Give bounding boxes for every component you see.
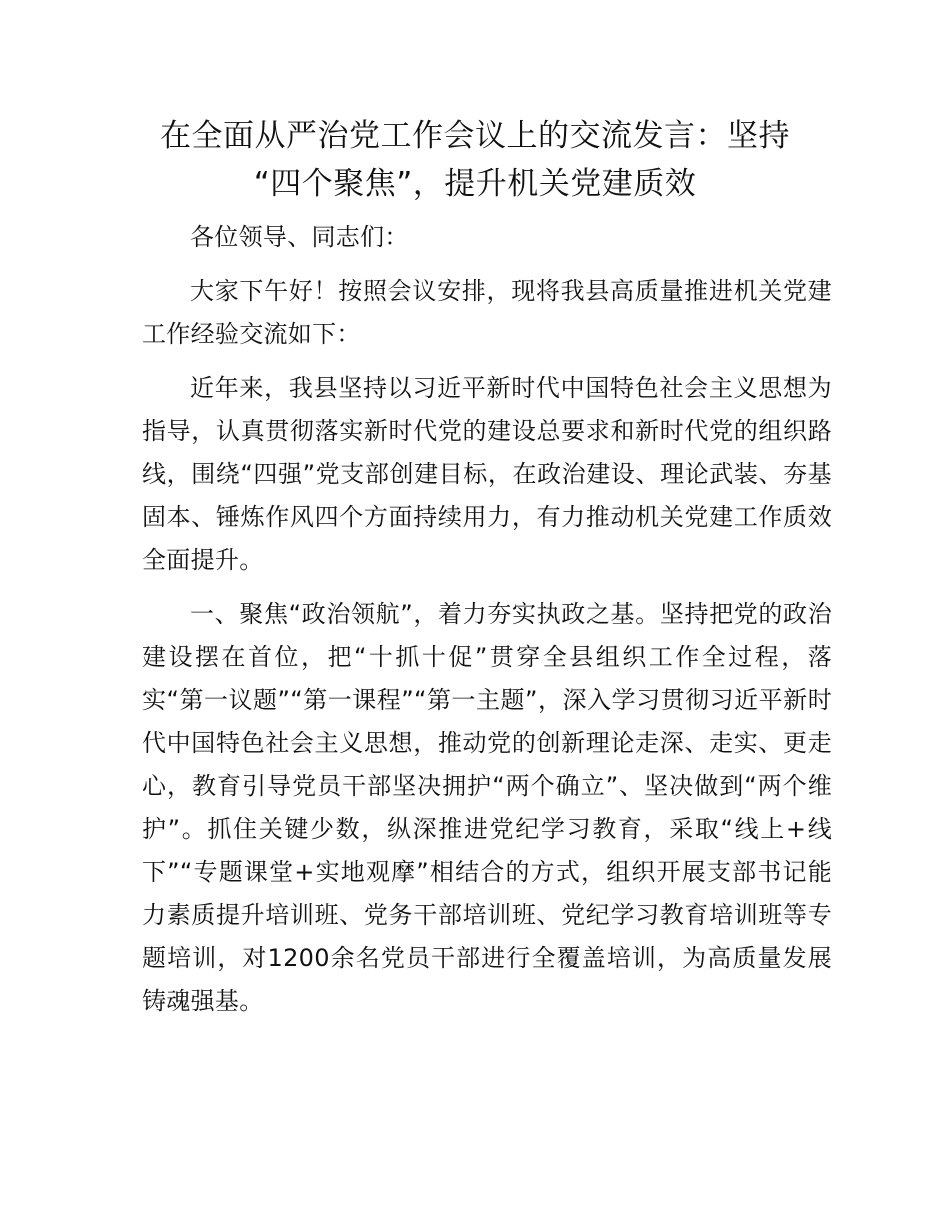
document-title xyxy=(110,112,840,208)
title-line-1: 在全面从严治党工作会议上的交流发言：坚持 xyxy=(160,118,790,154)
intro-paragraph: 近年来，我县坚持以习近平新时代中国特色社会主义思想为指导，认真贯彻落实新时代党的建设总要求和新时代党的组织路线，围绕“四强”党支部创建目标，在政治建设、理论武装、夯基固本、锤炼作风四个方面持续用力，有力推动机关党建工作质效全面提升。 xyxy=(142,374,832,574)
document-body xyxy=(142,216,832,1034)
section-one-paragraph: 一、聚焦“政治领航”，着力夯实执政之基。坚持把党的政治建设摆在首位，把“十抓十促”贯穿全县组织工作全过程，落实“第一议题”“第一课程”“第一主题”，深入学习贯彻习近平新时代中国特色社会主义思想，推动党的创新理论走深、走实、更走心，教育引导党员干部坚决拥护“两个确立”、坚决做到“两个维护”。抓住关键少数，纵深推进党纪学习教育，采取“线上+线下”“专题课堂+实地观摩”相结合的方式，组织开展支部书记能力素质提升培训班、党务干部培训班、党纪学习教育培训班等专题培训，对1200余名党员干部进行全覆盖培训，为高质量发展铸魂强基。 xyxy=(142,600,832,1015)
greeting-paragraph: 大家下午好！按照会议安排，现将我县高质量推进机关党建工作经验交流如下： xyxy=(142,277,832,348)
title-line-2: “四个聚焦”，提升机关党建质效 xyxy=(253,166,697,202)
salutation-paragraph: 各位领导、同志们： xyxy=(190,223,409,251)
